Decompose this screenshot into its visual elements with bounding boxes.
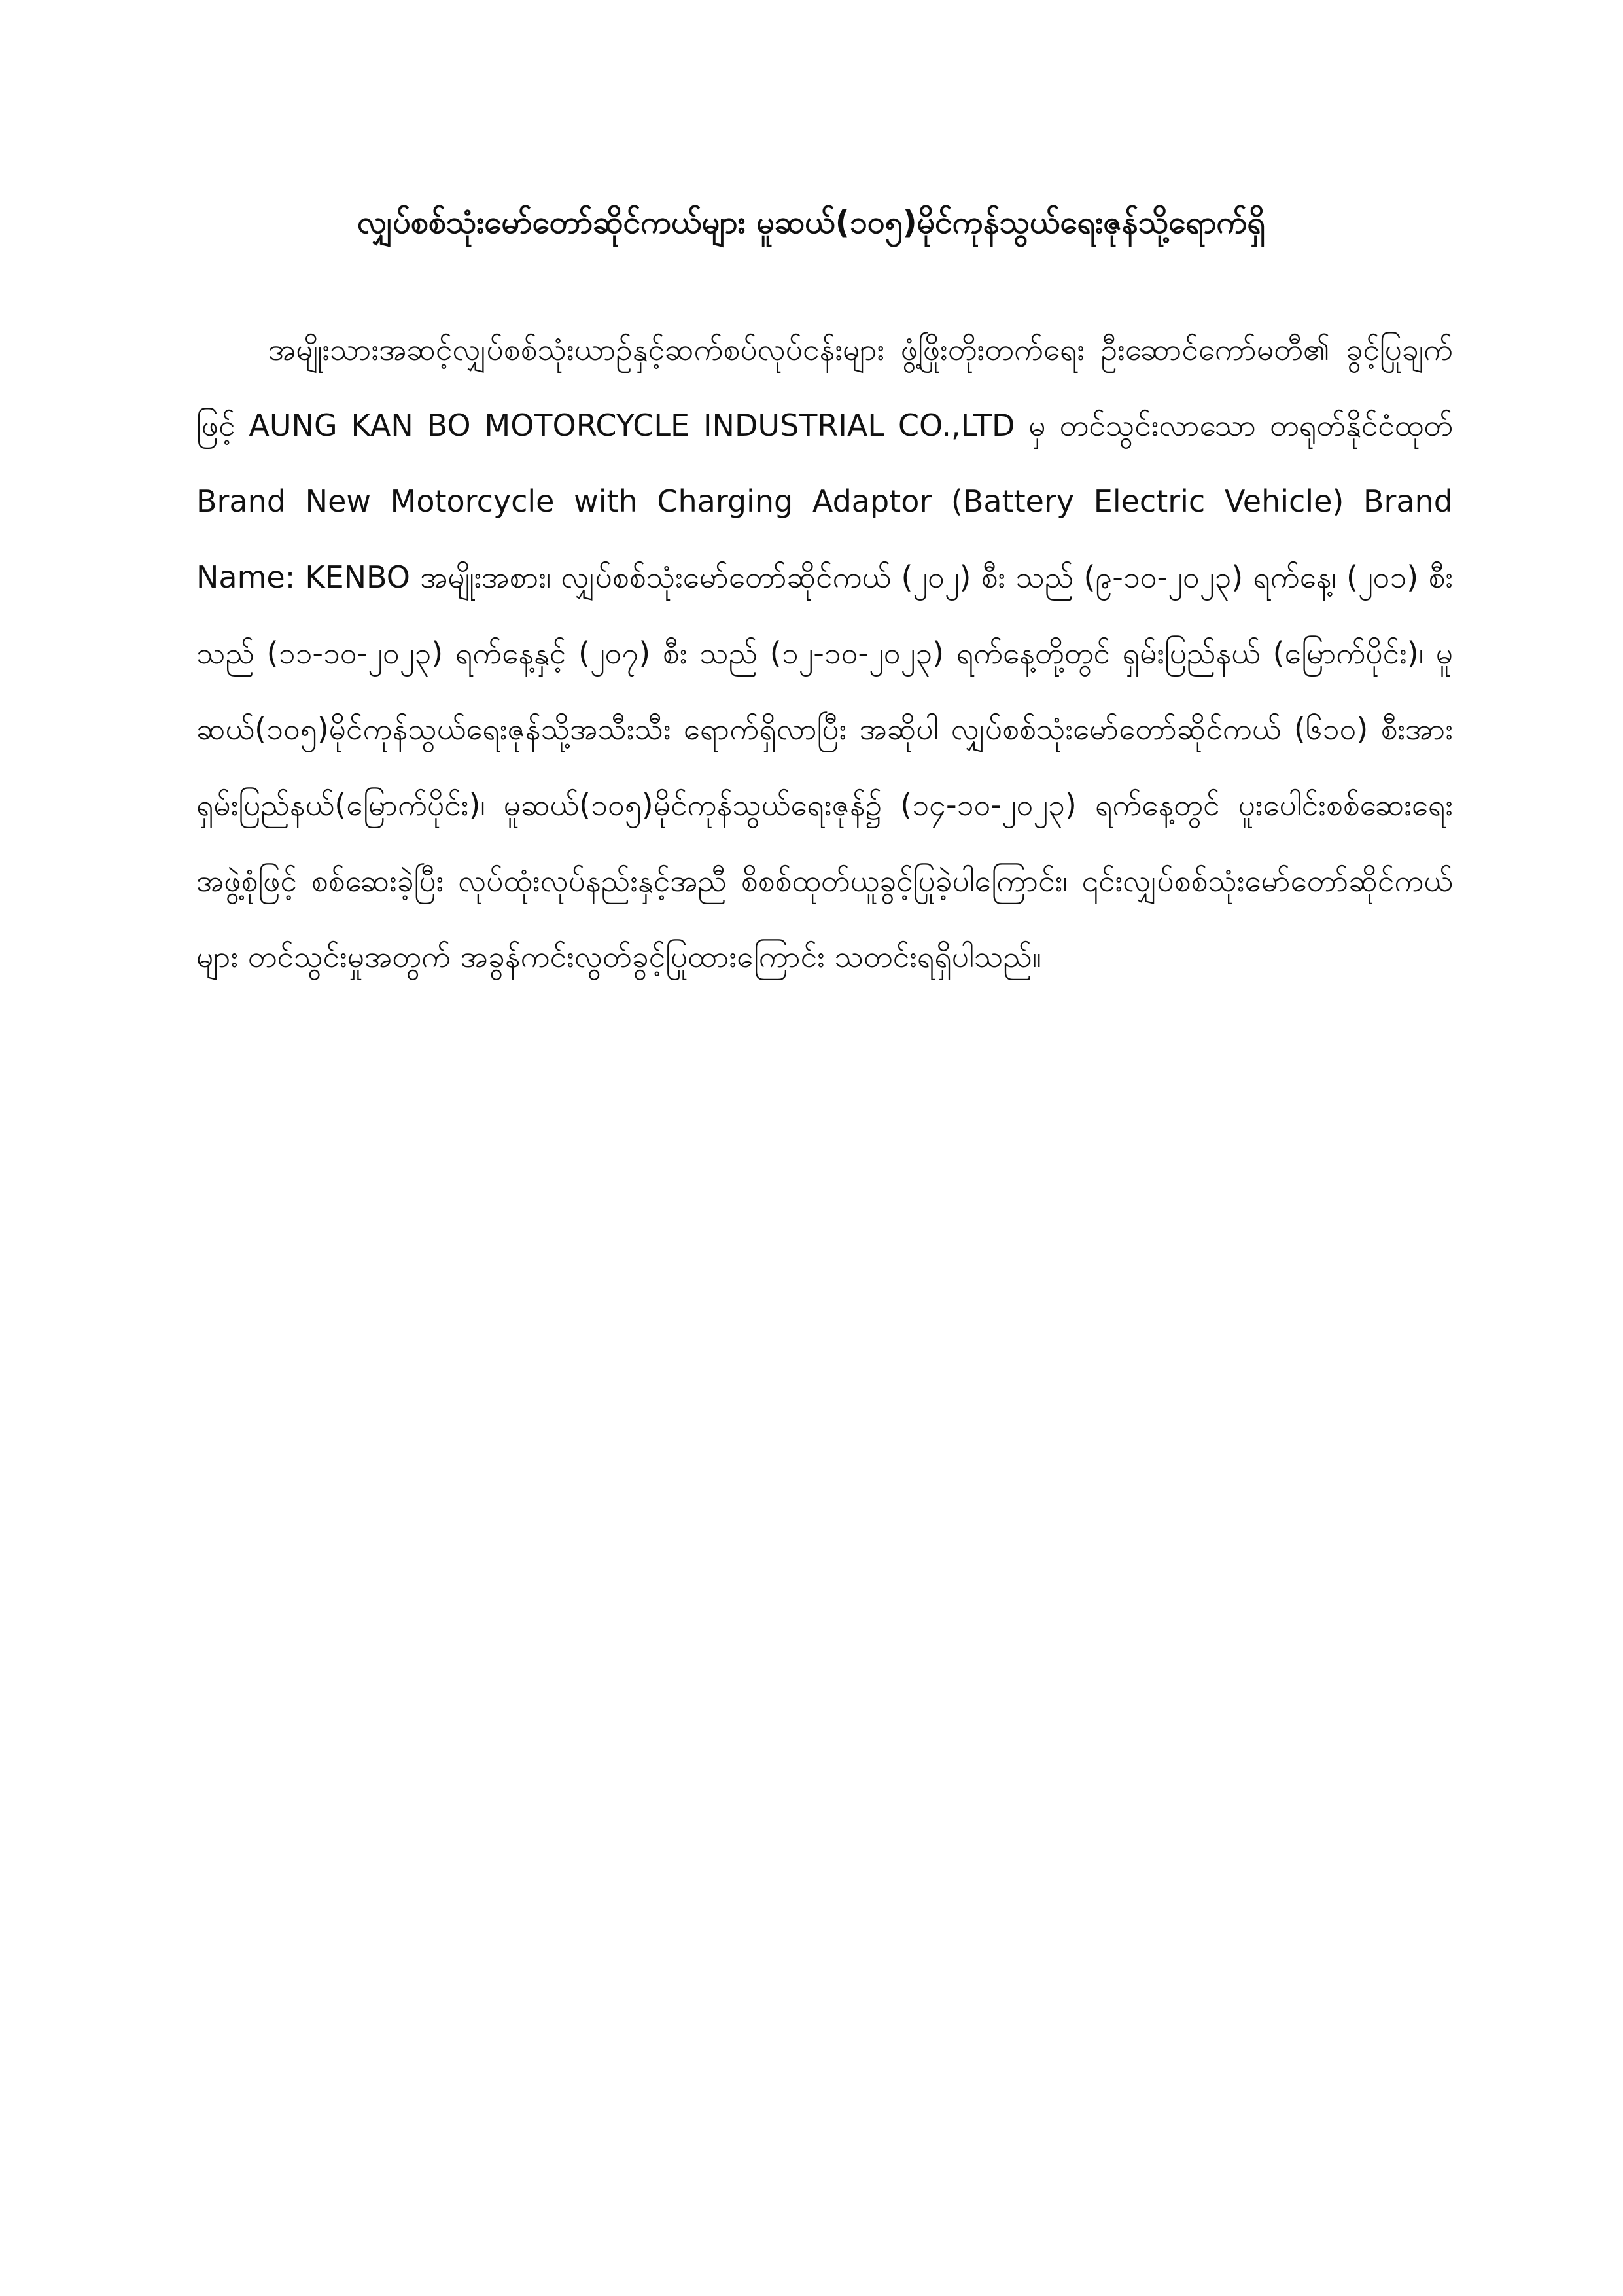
document-title: လျှပ်စစ်သုံးမော်တော်ဆိုင်ကယ်များ မူဆယ်(၁၀၅)မိုင်ကုန်သွယ်ရေးဇုန်သို့ရောက်ရှိ xyxy=(357,204,1266,241)
document-paragraph: အမျိုးသားအဆင့်လျှပ်စစ်သုံးယာဉ်နှင့်ဆက်စပ်လုပ်ငန်းများ ဖွံ့ဖြိုးတိုးတက်ရေး ဦးဆောင်ကော်မတီ၏ ခွင့်ပြုချက်ဖြင့် AUNG KAN BO MOTORCYCLE INDUSTRIAL CO.,LTD မှ တင်သွင်းလာသော တရုတ်နိုင်ငံထုတ် Brand New Motorcycle with Charging Adaptor (Battery Electric Vehicle) Brand Name: KENBO အမျိုးအစား၊ လျှပ်စစ်သုံးမော်တော်ဆိုင်ကယ် (၂၀၂) စီး သည် (၉-၁၀-၂၀၂၃) ရက်နေ့၊ (၂၀၁) စီး သည် (၁၁-၁၀-၂၀၂၃) ရက်နေ့နှင့် (၂၀၇) စီး သည် (၁၂-၁၀-၂၀၂၃) ရက်နေ့တို့တွင် ရှမ်းပြည်နယ် (မြောက်ပိုင်း)၊ မူဆယ်(၁၀၅)မိုင်ကုန်သွယ်ရေးဇုန်သို့အသီးသီး ရောက်ရှိလာပြီး အဆိုပါ လျှပ်စစ်သုံးမော်တော်ဆိုင်ကယ် (၆၁၀) စီးအား ရှမ်းပြည်နယ်(မြောက်ပိုင်း)၊ မူဆယ်(၁၀၅)မိုင်ကုန်သွယ်ရေးဇုန်၌ (၁၄-၁၀-၂၀၂၃) ရက်နေ့တွင် ပူးပေါင်းစစ်ဆေးရေးအဖွဲ့စုံဖြင့် စစ်ဆေးခဲ့ပြီး လုပ်ထုံးလုပ်နည်းနှင့်အညီ စိစစ်ထုတ်ယူခွင့်ပြုခဲ့ပါကြောင်း၊ ၎င်းလျှပ်စစ်သုံးမော်တော်ဆိုင်ကယ်များ တင်သွင်းမှုအတွက် အခွန်ကင်းလွတ်ခွင့်ပြုထားကြောင်း သတင်းရရှိပါသည်။ xyxy=(196,332,1453,974)
